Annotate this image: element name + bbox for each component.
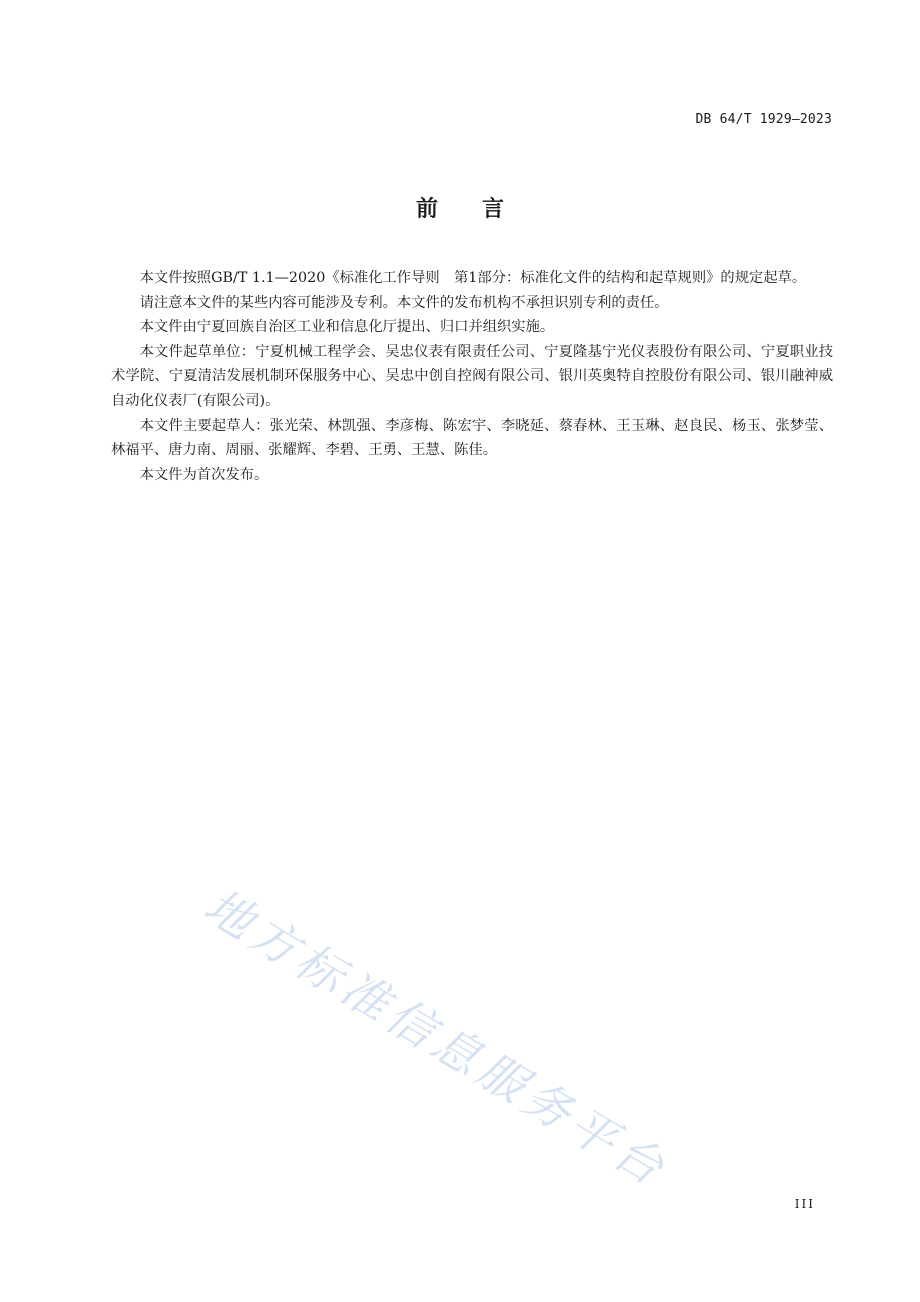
page-title: 前言 [415,197,548,222]
paragraph-proposer: 本文件由宁夏回族自治区工业和信息化厅提出、归口并组织实施。 [139,319,555,336]
paragraph-drafting-units: 本文件起草单位：宁夏机械工程学会、吴忠仪表有限责任公司、宁夏隆基宁光仪表股份有限公司、宁夏职业技术学院、宁夏清洁发展机制环保服务中心、吴忠中创自控阀有限公司、银川英奥特自控股份有限公司、银川融神威自动化仪表厂(有限公司)。 [111,343,833,409]
paragraph-first-release: 本文件为首次发布。 [139,466,269,483]
foreword-body [111,266,833,487]
page-number: III [794,1197,815,1211]
paragraph-drafters: 本文件主要起草人：张光荣、林凯强、李彦梅、陈宏宇、李晓延、蔡春林、王玉琳、赵良民、杨玉、张梦莹、林福平、唐力南、周丽、张耀辉、李碧、王勇、王慧、陈佳。 [111,417,833,459]
paragraph-patent-notice: 请注意本文件的某些内容可能涉及专利。本文件的发布机构不承担识别专利的责任。 [139,294,669,311]
document-code: DB 64/T 1929—2023 [695,112,832,127]
paragraph-drafting-rules: 本文件按照GB/T 1.1—2020《标准化工作导则 第1部分：标准化文件的结构和起草规则》的规定起草。 [139,270,807,286]
watermark: 地方标准信息服务平台 [194,878,678,1199]
